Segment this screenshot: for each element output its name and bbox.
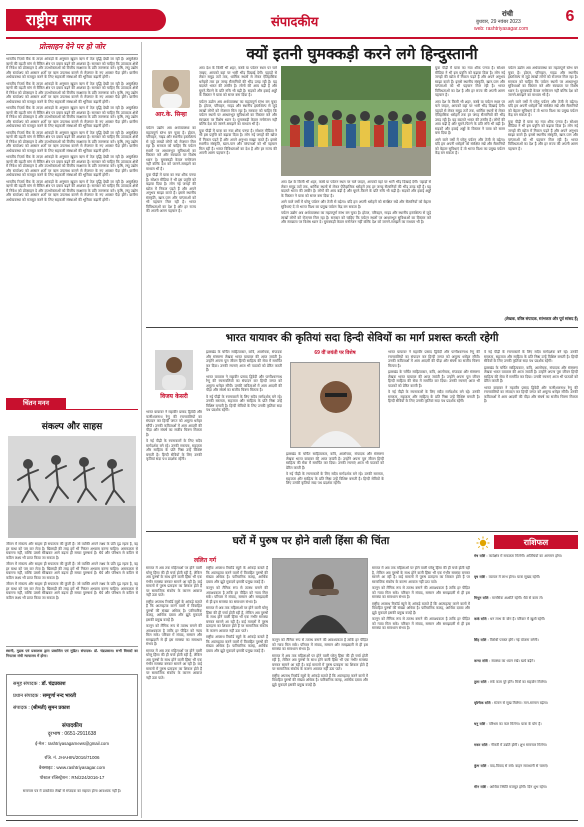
chintan-title: संकल्प और साहस — [41, 422, 103, 432]
subject-photo — [290, 362, 380, 448]
rashifal-text: वाद-विवाद से बचें। वाहन सावधानी से चलाएं। — [489, 764, 549, 768]
paragraph: पर्यटन उद्योग अब अर्थव्यवस्था का महत्वपूर्ण स्तंभ बन चुका है। होटल, परिवहन, गाइड और स्थानीय हस्तशिल्प से जुड़े लाखों लोगों को रोजगार मिल रहा है। सरकार को चाहिए कि पर्यटन स्थलों पर आधारभूत सुविधाओं का विस्तार करे और स्वच्छता पर विशेष ध्यान दे। घुमक्कड़ी केवल मनोरंजन नहीं बल्कि देश को जानने-समझने का माध्यम भी है। — [508, 66, 578, 97]
paragraph: राष्ट्रीय अपराध रिकॉर्ड ब्यूरो के आंकड़े बताते हैं कि आत्महत्या करने वालों में विवाहित पुरुषों की संख्या अधिक है। पारिवारिक कलह, आर्थिक दबाव और झूठे मुकदमे इसकी प्रमुख वजहें हैं। — [206, 635, 268, 653]
paragraph: समाज में अब तक महिलाओं पर होने वाली घरेलू हिंसा की ही चर्चा होती रही है, लेकिन अब पुरुषों के साथ होने वाली हिंसा भी एक गंभीर समस्या बनकर सामने आ रही है। कई मामलों में पुरुष प्रताड़ना का शिकार होते हैं पर सामाजिक संकोच के कारण आवाज नहीं उठा पाते। — [272, 653, 368, 671]
paragraph: झारखंड के चर्चित साहित्यकार, कवि, आलोचक, संपादक और संस्मरण लेखक भारत यायावर की आज जयंती है। उन्होंने अपना पूरा जीवन हिन्दी साहित्य की सेवा में समर्पित कर दिया। उनकी रचनाएं आज भी पाठकों को प्रेरित करती हैं। — [206, 350, 282, 372]
imprint-label: समूह संपादक — [13, 681, 38, 687]
author-name: विजय केसरी — [160, 393, 188, 400]
rashifal-text: विरोधी परास्त होंगे। नई योजना बनेगी। — [489, 638, 539, 642]
main-author-block — [146, 70, 196, 122]
imprint-value: सम्पूर्णा नन्द भारती — [42, 693, 77, 699]
rashifal-item: मकर राशि : नौकरी में उन्नति होगी। शुभ समाचार मिलेगा। — [474, 743, 548, 747]
third-headline: घरों में पुरुष पर होने वाली हिंसा की चिंता — [232, 535, 390, 547]
city-label: रांची — [502, 11, 513, 18]
second-author-block — [146, 350, 202, 406]
column-divider — [141, 42, 142, 818]
paragraph: आप देश के किसी भी शहर, कस्बे या पर्यटन स्थल पर चले जाइए, आपको वहां पर भारी भीड़ दिखाई देगी। पहाड़ों से लेकर समुद्र तटों तक, धार्मिक स्थलों से लेकर ऐतिहासिक धरोहरों तक हर जगह सैलानियों की भीड़ उमड़ रही है। यह बदलते भारत की तस्वीर है। लोगों की आय बढ़ी है और घूमने-फिरने के प्रति रुचि भी बढ़ी है। सड़कों और हवाई अड्डों के विस्तार ने यात्रा को सरल बना दिया है। — [435, 99, 505, 135]
imprint-postal: पोस्टल रजिस्ट्रेशन : RN/224/2016-17 — [39, 775, 105, 780]
second-headline: भारत यायावर की कृतियां सदा हिन्दी सेवियों का मार्ग प्रशस्त करती रहेगी — [225, 332, 499, 344]
paragraph: समाज में अब तक महिलाओं पर होने वाली घरेलू हिंसा की ही चर्चा होती रही है, लेकिन अब पुरुषों के साथ होने वाली हिंसा भी एक गंभीर समस्या बनकर सामने आ रही है। कई मामलों में पुरुष प्रताड़ना का शिकार होते हैं पर सामाजिक संकोच के कारण आवाज नहीं उठा पाते। — [146, 566, 202, 597]
imprint-row: समूह संपादक : डॉ. चंद्रप्रकाश — [13, 681, 66, 687]
rashifal-sign: कन्या राशि — [474, 659, 488, 663]
main-body-col4 — [435, 66, 505, 324]
paragraph: भारतीय रिज़र्व बैंक के ताज़ा आंकड़ों के अनुसार खुदरा ऋण में तेज़ वृद्धि देखी जा रही है। असुरक्षित ऋणों की बढ़ती मांग से बैंकिंग क्षेत्र पर दबाव बढ़ने की आशंका है। सरकार को चाहिए कि उत्पादक क्षेत्रों में निवेश को प्रोत्साहन दे और उपभोक्ताओं को वित्तीय साक्षरता के प्रति जागरूक करे। कृषि, लघु उद्योग और स्टार्टअप को आसान शर्तों पर ऋण उपलब्ध कराने से रोजगार के नए अवसर पैदा होंगे। ग्रामीण अर्थव्यवस्था को मजबूत करने के लिए सहकारी संस्थाओं की भूमिका बढ़ानी होगी। — [6, 106, 138, 128]
paragraph: भारत यायावर ने महावीर प्रसाद द्विवेदी और फणीश्वरनाथ रेणु की रचनावलियों का संपादन कर हिन्दी जगत को अमूल्य धरोहर सौंपी। उनकी कविताओं में आम आदमी की पीड़ा और संघर्ष का सजीव चित्रण मिलता है। — [146, 410, 202, 437]
third-body-col1 — [206, 566, 268, 816]
imprint-publisher: स्वामी, मुद्रक एवं प्रकाशक द्वारा प्रकाशित एवं मुद्रित। संपादक: डॉ. चंद्रप्रकाश। सभी विवादों का निपटारा रांची न्यायालय में होगा। — [6, 649, 138, 658]
brand-logo: राष्ट्रीय सागर — [6, 9, 166, 31]
imprint-website[interactable]: वेबसाइट : www.rashtriyasagar.com — [38, 765, 106, 770]
rashifal-sign: मेष राशि — [474, 554, 486, 558]
paragraph: राष्ट्रीय अपराध रिकॉर्ड ब्यूरो के आंकड़े बताते हैं कि आत्महत्या करने वालों में विवाहित पुरुषों की संख्या अधिक है। पारिवारिक कलह, आर्थिक दबाव और झूठे मुकदमे इसकी प्रमुख वजहें हैं। — [272, 673, 368, 687]
rashifal-item: कर्क राशि : धन लाभ के योग हैं। परिवार में खुशी रहेगी। — [474, 617, 546, 621]
rashifal-item: धनु राशि : परिश्रम का फल मिलेगा। यात्रा के योग हैं। — [474, 722, 542, 726]
paragraph: भारत यायावर ने महावीर प्रसाद द्विवेदी और फणीश्वरनाथ रेणु की रचनावलियों का संपादन कर हिन्दी जगत को अमूल्य धरोहर सौंपी। उनकी कविताओं में आम आदमी की पीड़ा और संघर्ष का सजीव चित्रण मिलता है। — [206, 374, 282, 392]
paragraph: भारतीय रिज़र्व बैंक के ताज़ा आंकड़ों के अनुसार खुदरा ऋण में तेज़ वृद्धि देखी जा रही है। असुरक्षित ऋणों की बढ़ती मांग से बैंकिंग क्षेत्र पर दबाव बढ़ने की आशंका है। सरकार को चाहिए कि उत्पादक क्षेत्रों में निवेश को प्रोत्साहन दे और उपभोक्ताओं को वित्तीय साक्षरता के प्रति जागरूक करे। कृषि, लघु उद्योग और स्टार्टअप को आसान शर्तों पर ऋण उपलब्ध कराने से रोजगार के नए अवसर पैदा होंगे। ग्रामीण अर्थव्यवस्था को मजबूत करने के लिए सहकारी संस्थाओं की भूमिका बढ़ानी होगी। — [6, 179, 138, 202]
left-column — [6, 42, 138, 818]
paragraph: झारखंड के चर्चित साहित्यकार, कवि, आलोचक, संपादक और संस्मरण लेखक भारत यायावर की आज जयंती है। उन्होंने अपना पूरा जीवन हिन्दी साहित्य की सेवा में समर्पित कर दिया। उनकी रचनाएं आज भी पाठकों को प्रेरित करती हैं। — [484, 365, 578, 383]
paragraph: कानून को लैंगिक रूप से तटस्थ बनाने की आवश्यकता है ताकि हर पीड़ित को न्याय मिल सके। परिवार में संवाद, सम्मान और समझदारी से ही इस समस्या का समाधान संभव है। — [146, 624, 202, 646]
paragraph: जीवन में संकल्प और साहस ही सफलता की कुंजी हैं। जो व्यक्ति अपने लक्ष्य के प्रति दृढ़ रहता है, वह हर बाधा को पार कर लेता है। खिलाड़ी की तरह हमें भी निरंतर अभ्यास करना चाहिए। असफलता से घबराना नहीं, बल्कि उससे सीखकर आगे बढ़ना ही सच्चा पुरुषार्थ है। धैर्य और परिश्रम से कठिन से कठिन लक्ष्य भी प्राप्त किया जा सकता है। — [6, 542, 138, 560]
paragraph: राष्ट्रीय अपराध रिकॉर्ड ब्यूरो के आंकड़े बताते हैं कि आत्महत्या करने वालों में विवाहित पुरुषों की संख्या अधिक है। पारिवारिक कलह, आर्थिक दबाव और झूठे मुकदमे इसकी प्रमुख वजहें हैं। — [372, 601, 470, 615]
rashifal-sign: मकर राशि — [474, 743, 488, 747]
paragraph: युवा पीढ़ी में यात्रा का नया शौक पनपा है। सोशल मीडिया ने भी इस प्रवृत्ति को बढ़ावा दिया है। लोग नई जगहों की खोज में निकल पड़ते हैं और अपने अनुभव साझा करते हैं। इससे स्थानीय संस्कृति, खान-पान और परंपराओं को भी पहचान मिल रही है। भारत विविधताओं का देश है और हर राज्य की अपनी अलग पहचान है। — [146, 173, 196, 213]
rashifal-list — [474, 554, 578, 816]
rashifal-item: मीन राशि : आर्थिक स्थिति मजबूत होगी। दिन शुभ रहेगा। — [474, 785, 548, 789]
rashifal-text: कार्यक्षेत्र में सफलता मिलेगी। अतिथियों का आगमन होगा। — [488, 554, 563, 558]
paragraph: पर्यटन उद्योग अब अर्थव्यवस्था का महत्वपूर्ण स्तंभ बन चुका है। होटल, परिवहन, गाइड और स्थानीय हस्तशिल्प से जुड़े लाखों लोगों को रोजगार मिल रहा है। सरकार को चाहिए कि पर्यटन स्थलों पर आधारभूत सुविधाओं का विस्तार करे और स्वच्छता पर विशेष ध्यान दे। घुमक्कड़ी केवल मनोरंजन नहीं बल्कि देश को जानने-समझने का माध्यम भी है। — [281, 211, 431, 224]
rashifal-text: परिश्रम का फल मिलेगा। यात्रा के योग हैं। — [488, 722, 542, 726]
rashifal-sign: तुला राशि — [474, 680, 487, 684]
rashifal-title: राशिफल — [494, 535, 578, 549]
paragraph: कानून को लैंगिक रूप से तटस्थ बनाने की आवश्यकता है ताकि हर पीड़ित को न्याय मिल सके। परिवार में संवाद, सम्मान और समझदारी से ही इस समस्या का समाधान संभव है। — [372, 586, 470, 599]
paragraph: वे नई पीढ़ी के रचनाकारों के लिए सदैव मार्गदर्शक बने रहे। उनकी सरलता, सहजता और साहित्य के प्रति निष्ठा उन्हें विशिष्ट बनाती है। हिन्दी सेवियों के लिए उनकी कृतियां सदा पथ प्रदर्शक रहेंगी। — [484, 350, 578, 363]
second-body-col1 — [206, 350, 282, 528]
rashifal-sign: वृष राशि — [474, 575, 486, 579]
main-footer: (लेखक, वरिष्ठ संपादक, स्तंभकार और पूर्व सांसद हैं) — [504, 316, 578, 321]
paragraph: आने वाले वर्षों में घरेलू पर्यटन और तेजी से बढ़ेगा। यदि हम अपनी धरोहरों को संरक्षित रखें और सैलानियों को बेहतर सुविधाएं दें तो भारत विश्व का प्रमुख पर्यटन केंद्र बन सकता है। — [435, 137, 505, 155]
paragraph: वे नई पीढ़ी के रचनाकारों के लिए सदैव मार्गदर्शक बने रहे। उनकी सरलता, सहजता और साहित्य के प्रति निष्ठा उन्हें विशिष्ट बनाती है। हिन्दी सेवियों के लिए उनकी कृतियां सदा पथ प्रदर्शक रहेंगी। — [286, 472, 384, 485]
imprint-label: संपादक — [13, 705, 28, 711]
divider — [146, 327, 578, 328]
rashifal-item: मिथुन राशि : मानसिक अशांति रहेगी। धैर्य से काम लें। — [474, 596, 544, 600]
rashifal-item: वृश्चिक राशि : संतान से सुख मिलेगा। मान-सम्मान बढ़ेगा। — [474, 701, 549, 705]
rashifal-sign: सिंह राशि — [474, 638, 487, 642]
rashifal-item: सिंह राशि : विरोधी परास्त होंगे। नई योजना बनेगी। — [474, 638, 539, 642]
sun-icon — [476, 535, 490, 549]
author-photo — [155, 350, 193, 390]
third-body-col2 — [272, 638, 368, 816]
paragraph: वे नई पीढ़ी के रचनाकारों के लिए सदैव मार्गदर्शक बने रहे। उनकी सरलता, सहजता और साहित्य के प्रति निष्ठा उन्हें विशिष्ट बनाती है। हिन्दी सेवियों के लिए उनकी कृतियां सदा पथ प्रदर्शक रहेंगी। — [388, 390, 480, 403]
second-body-col3 — [388, 350, 480, 528]
divider — [146, 531, 578, 532]
paragraph: राष्ट्रीय अपराध रिकॉर्ड ब्यूरो के आंकड़े बताते हैं कि आत्महत्या करने वालों में विवाहित पुरुषों की संख्या अधिक है। पारिवारिक कलह, आर्थिक दबाव और झूठे मुकदमे इसकी प्रमुख वजहें हैं। — [206, 566, 268, 584]
rashifal-text: आर्थिक स्थिति मजबूत होगी। दिन शुभ रहेगा। — [489, 785, 548, 789]
paragraph: भारतीय रिज़र्व बैंक के ताज़ा आंकड़ों के अनुसार खुदरा ऋण में तेज़ वृद्धि देखी जा रही है। असुरक्षित ऋणों की बढ़ती मांग से बैंकिंग क्षेत्र पर दबाव बढ़ने की आशंका है। सरकार को चाहिए कि उत्पादक क्षेत्रों में निवेश को प्रोत्साहन दे और उपभोक्ताओं को वित्तीय साक्षरता के प्रति जागरूक करे। कृषि, लघु उद्योग और स्टार्टअप को आसान शर्तों पर ऋण उपलब्ध कराने से रोजगार के नए अवसर पैदा होंगे। ग्रामीण अर्थव्यवस्था को मजबूत करने के लिए सहकारी संस्थाओं की भूमिका बढ़ानी होगी। — [6, 57, 138, 79]
main-body-col1 — [199, 66, 277, 324]
imprint-row: संपादक : (श्रीमती) सुमन प्रकाश — [13, 705, 70, 711]
second-body-col0 — [146, 410, 202, 528]
page-number: 6 — [565, 8, 575, 25]
paragraph: भारतीय रिज़र्व बैंक के ताज़ा आंकड़ों के अनुसार खुदरा ऋण में तेज़ वृद्धि देखी जा रही है। असुरक्षित ऋणों की बढ़ती मांग से बैंकिंग क्षेत्र पर दबाव बढ़ने की आशंका है। सरकार को चाहिए कि उत्पादक क्षेत्रों में निवेश को प्रोत्साहन दे और उपभोक्ताओं को वित्तीय साक्षरता के प्रति जागरूक करे। कृषि, लघु उद्योग और स्टार्टअप को आसान शर्तों पर ऋण उपलब्ध कराने से रोजगार के नए अवसर पैदा होंगे। ग्रामीण अर्थव्यवस्था को मजबूत करने के लिए सहकारी संस्थाओं की भूमिका बढ़ानी होगी। — [6, 155, 138, 177]
main-headline: क्यों इतनी घुमक्कड़ी करने लगे हिन्दुस्तानी — [246, 44, 478, 63]
website-line: web: rashtriyasagar.com — [474, 26, 529, 32]
second-body-col2 — [286, 452, 384, 528]
author-name: आर.के. सिन्हा — [155, 111, 187, 118]
third-photo — [272, 558, 368, 634]
imprint-office-label: संपादकीय — [61, 723, 83, 729]
author-photo — [152, 70, 190, 108]
paragraph: झारखंड के चर्चित साहित्यकार, कवि, आलोचक, संपादक और संस्मरण लेखक भारत यायावर की आज जयंती है। उन्होंने अपना पूरा जीवन हिन्दी साहित्य की सेवा में समर्पित कर दिया। उनकी रचनाएं आज भी पाठकों को प्रेरित करती हैं। — [286, 452, 384, 470]
imprint-email[interactable]: ई-मेल : rashtriyasagarnews@gmail.com — [35, 741, 109, 746]
main-body-col0 — [146, 126, 196, 324]
imprint-reg: रजि. नं. JHAHIN/2016/71006 — [44, 755, 100, 760]
rashifal-text: संतान से सुख मिलेगा। मान-सम्मान बढ़ेगा। — [494, 701, 549, 705]
paragraph: युवा पीढ़ी में यात्रा का नया शौक पनपा है। सोशल मीडिया ने भी इस प्रवृत्ति को बढ़ावा दिया है। लोग नई जगहों की खोज में निकल पड़ते हैं और अपने अनुभव साझा करते हैं। इससे स्थानीय संस्कृति, खान-पान और परंपराओं को भी पहचान मिल रही है। भारत विविधताओं का देश है और हर राज्य की अपनी अलग पहचान है। — [199, 128, 277, 155]
runners-photo — [8, 436, 136, 538]
paragraph: समाज में अब तक महिलाओं पर होने वाली घरेलू हिंसा की ही चर्चा होती रही है, लेकिन अब पुरुषों के साथ होने वाली हिंसा भी एक गंभीर समस्या बनकर सामने आ रही है। कई मामलों में पुरुष प्रताड़ना का शिकार होते हैं पर सामाजिक संकोच के कारण आवाज नहीं उठा पाते। — [146, 648, 202, 680]
rashifal-item: कन्या राशि : स्वास्थ्य का ध्यान रखें। खर्च बढ़ेंगे। — [474, 659, 535, 663]
rashifal-item: मेष राशि : कार्यक्षेत्र में सफलता मिलेगी। अतिथियों का आगमन होगा। — [474, 554, 563, 558]
paragraph: समाज में अब तक महिलाओं पर होने वाली घरेलू हिंसा की ही चर्चा होती रही है, लेकिन अब पुरुषों के साथ होने वाली हिंसा भी एक गंभीर समस्या बनकर सामने आ रही है। कई मामलों में पुरुष प्रताड़ना का शिकार होते हैं पर सामाजिक संकोच के कारण आवाज नहीं उठा पाते। — [372, 566, 470, 584]
photo-caption: 69 वीं जयंती पर विशेष — [314, 350, 356, 356]
chintan-body — [6, 542, 138, 642]
paragraph: समाज में अब तक महिलाओं पर होने वाली घरेलू हिंसा की ही चर्चा होती रही है, लेकिन अब पुरुषों के साथ होने वाली हिंसा भी एक गंभीर समस्या बनकर सामने आ रही है। कई मामलों में पुरुष प्रताड़ना का शिकार होते हैं पर सामाजिक संकोच के कारण आवाज नहीं उठा पाते। — [206, 606, 268, 633]
paragraph: जीवन में संकल्प और साहस ही सफलता की कुंजी हैं। जो व्यक्ति अपने लक्ष्य के प्रति दृढ़ रहता है, वह हर बाधा को पार कर लेता है। खिलाड़ी की तरह हमें भी निरंतर अभ्यास करना चाहिए। असफलता से घबराना नहीं, बल्कि उससे सीखकर आगे बढ़ना ही सच्चा पुरुषार्थ है। धैर्य और परिश्रम से कठिन से कठिन लक्ष्य भी प्राप्त किया जा सकता है। — [6, 562, 138, 580]
second-body-col4 — [484, 350, 578, 528]
rashifal-sign: वृश्चिक राशि — [474, 701, 491, 705]
paragraph: भारत यायावर ने महावीर प्रसाद द्विवेदी और फणीश्वरनाथ रेणु की रचनावलियों का संपादन कर हिन्दी जगत को अमूल्य धरोहर सौंपी। उनकी कविताओं में आम आदमी की पीड़ा और संघर्ष का सजीव चित्रण मिलता है। — [388, 350, 480, 368]
masthead — [6, 6, 578, 36]
paragraph: आने वाले वर्षों में घरेलू पर्यटन और तेजी से बढ़ेगा। यदि हम अपनी धरोहरों को संरक्षित रखें और सैलानियों को बेहतर सुविधाएं दें तो भारत विश्व का प्रमुख पर्यटन केंद्र बन सकता है। — [508, 99, 578, 117]
paragraph: आने वाले वर्षों में घरेलू पर्यटन और तेजी से बढ़ेगा। यदि हम अपनी धरोहरों को संरक्षित रखें और सैलानियों को बेहतर सुविधाएं दें तो भारत विश्व का प्रमुख पर्यटन केंद्र बन सकता है। — [281, 200, 431, 209]
imprint-disclaimer: समाचार पत्र में प्रकाशित लेखों से संपादक का सहमत होना आवश्यक नहीं है। — [22, 789, 122, 793]
rashifal-text: मानसिक अशांति रहेगी। धैर्य से काम लें। — [491, 596, 544, 600]
divider — [6, 54, 138, 55]
rashifal-box — [474, 534, 578, 816]
paragraph: युवा पीढ़ी में यात्रा का नया शौक पनपा है। सोशल मीडिया ने भी इस प्रवृत्ति को बढ़ावा दिया है। लोग नई जगहों की खोज में निकल पड़ते हैं और अपने अनुभव साझा करते हैं। इससे स्थानीय संस्कृति, खान-पान और परंपराओं को भी पहचान मिल रही है। भारत विविधताओं का देश है और हर राज्य की अपनी अलग पहचान है। — [435, 66, 505, 97]
imprint-box — [6, 674, 138, 816]
imprint-value: (श्रीमती) सुमन प्रकाश — [31, 705, 70, 711]
paragraph: वे नई पीढ़ी के रचनाकारों के लिए सदैव मार्गदर्शक बने रहे। उनकी सरलता, सहजता और साहित्य के प्रति निष्ठा उन्हें विशिष्ट बनाती है। हिन्दी सेवियों के लिए उनकी कृतियां सदा पथ प्रदर्शक रहेंगी। — [146, 439, 202, 461]
rashifal-header — [474, 534, 578, 550]
rashifal-text: स्वास्थ्य का ध्यान रखें। खर्च बढ़ेंगे। — [491, 659, 535, 663]
rashifal-sign: मिथुन राशि — [474, 596, 489, 600]
rashifal-text: धन लाभ के योग हैं। परिवार में खुशी रहेगी। — [490, 617, 546, 621]
third-author: ललित गर्ग — [194, 557, 216, 564]
rashifal-sign: कर्क राशि — [474, 617, 487, 621]
rashifal-text: नौकरी में उन्नति होगी। शुभ समाचार मिलेगा। — [490, 743, 548, 747]
paragraph: वे नई पीढ़ी के रचनाकारों के लिए सदैव मार्गदर्शक बने रहे। उनकी सरलता, सहजता और साहित्य के प्रति निष्ठा उन्हें विशिष्ट बनाती है। हिन्दी सेवियों के लिए उनकी कृतियां सदा पथ प्रदर्शक रहेंगी। — [206, 394, 282, 412]
date-line: बुधवार, 29 नवंबर 2023 — [476, 19, 521, 25]
paragraph: पर्यटन उद्योग अब अर्थव्यवस्था का महत्वपूर्ण स्तंभ बन चुका है। होटल, परिवहन, गाइड और स्थानीय हस्तशिल्प से जुड़े लाखों लोगों को रोजगार मिल रहा है। सरकार को चाहिए कि पर्यटन स्थलों पर आधारभूत सुविधाओं का विस्तार करे और स्वच्छता पर विशेष ध्यान दे। घुमक्कड़ी केवल मनोरंजन नहीं बल्कि देश को जानने-समझने का माध्यम भी है। — [199, 99, 277, 126]
paragraph: पर्यटन उद्योग अब अर्थव्यवस्था का महत्वपूर्ण स्तंभ बन चुका है। होटल, परिवहन, गाइड और स्थानीय हस्तशिल्प से जुड़े लाखों लोगों को रोजगार मिल रहा है। सरकार को चाहिए कि पर्यटन स्थलों पर आधारभूत सुविधाओं का विस्तार करे और स्वच्छता पर विशेष ध्यान दे। घुमक्कड़ी केवल मनोरंजन नहीं बल्कि देश को जानने-समझने का माध्यम भी है। — [146, 126, 196, 171]
paragraph: आप देश के किसी भी शहर, कस्बे या पर्यटन स्थल पर चले जाइए, आपको वहां पर भारी भीड़ दिखाई देगी। पहाड़ों से लेकर समुद्र तटों तक, धार्मिक स्थलों से लेकर ऐतिहासिक धरोहरों तक हर जगह सैलानियों की भीड़ उमड़ रही है। यह बदलते भारत की तस्वीर है। लोगों की आय बढ़ी है और घूमने-फिरने के प्रति रुचि भी बढ़ी है। सड़कों और हवाई अड्डों के विस्तार ने यात्रा को सरल बना दिया है। — [199, 66, 277, 97]
rashifal-sign: धनु राशि — [474, 722, 486, 726]
paragraph: जीवन में संकल्प और साहस ही सफलता की कुंजी हैं। जो व्यक्ति अपने लक्ष्य के प्रति दृढ़ रहता है, वह हर बाधा को पार कर लेता है। खिलाड़ी की तरह हमें भी निरंतर अभ्यास करना चाहिए। असफलता से घबराना नहीं, बल्कि उससे सीखकर आगे बढ़ना ही सच्चा पुरुषार्थ है। धैर्य और परिश्रम से कठिन से कठिन लक्ष्य भी प्राप्त किया जा सकता है। — [6, 582, 138, 600]
paragraph: भारतीय रिज़र्व बैंक के ताज़ा आंकड़ों के अनुसार खुदरा ऋण में तेज़ वृद्धि देखी जा रही है। असुरक्षित ऋणों की बढ़ती मांग से बैंकिंग क्षेत्र पर दबाव बढ़ने की आशंका है। सरकार को चाहिए कि उत्पादक क्षेत्रों में निवेश को प्रोत्साहन दे और उपभोक्ताओं को वित्तीय साक्षरता के प्रति जागरूक करे। कृषि, लघु उद्योग और स्टार्टअप को आसान शर्तों पर ऋण उपलब्ध कराने से रोजगार के नए अवसर पैदा होंगे। ग्रामीण अर्थव्यवस्था को मजबूत करने के लिए सहकारी संस्थाओं की भूमिका बढ़ानी होगी। — [6, 130, 138, 153]
bottom-rule — [6, 820, 578, 821]
masthead-rule — [6, 37, 578, 39]
rashifal-item: कुंभ राशि : वाद-विवाद से बचें। वाहन सावधानी से चलाएं। — [474, 764, 549, 768]
rashifal-text: रुके काम पूरे होंगे। मित्रों का सहयोग मिलेगा। — [489, 680, 548, 684]
rashifal-text: व्यापार में लाभ होगा। यात्रा सुखद रहेगी। — [488, 575, 541, 579]
third-body-col3 — [372, 566, 470, 816]
second-photo-frame — [286, 350, 384, 450]
rashifal-item: वृष राशि : व्यापार में लाभ होगा। यात्रा सुखद रहेगी। — [474, 575, 541, 579]
paragraph: कानून को लैंगिक रूप से तटस्थ बनाने की आवश्यकता है ताकि हर पीड़ित को न्याय मिल सके। परिवार में संवाद, सम्मान और समझदारी से ही इस समस्या का समाधान संभव है। — [272, 638, 368, 651]
divider — [6, 409, 138, 410]
paragraph: राष्ट्रीय अपराध रिकॉर्ड ब्यूरो के आंकड़े बताते हैं कि आत्महत्या करने वालों में विवाहित पुरुषों की संख्या अधिक है। पारिवारिक कलह, आर्थिक दबाव और झूठे मुकदमे इसकी प्रमुख वजहें हैं। — [146, 599, 202, 622]
left-top-body — [6, 57, 138, 404]
section-label-chintan: चिंतन मनन — [6, 398, 66, 409]
imprint-value: डॉ. चंद्रप्रकाश — [41, 681, 66, 687]
paragraph: भारतीय रिज़र्व बैंक के ताज़ा आंकड़ों के अनुसार खुदरा ऋण में तेज़ वृद्धि देखी जा रही है। असुरक्षित ऋणों की बढ़ती मांग से बैंकिंग क्षेत्र पर दबाव बढ़ने की आशंका है। सरकार को चाहिए कि उत्पादक क्षेत्रों में निवेश को प्रोत्साहन दे और उपभोक्ताओं को वित्तीय साक्षरता के प्रति जागरूक करे। कृषि, लघु उद्योग और स्टार्टअप को आसान शर्तों पर ऋण उपलब्ध कराने से रोजगार के नए अवसर पैदा होंगे। ग्रामीण अर्थव्यवस्था को मजबूत करने के लिए सहकारी संस्थाओं की भूमिका बढ़ानी होगी। — [6, 81, 138, 104]
paragraph: कानून को लैंगिक रूप से तटस्थ बनाने की आवश्यकता है ताकि हर पीड़ित को न्याय मिल सके। परिवार में संवाद, सम्मान और समझदारी से ही इस समस्या का समाधान संभव है। — [372, 617, 470, 630]
rashifal-sign: मीन राशि — [474, 785, 487, 789]
paragraph: आप देश के किसी भी शहर, कस्बे या पर्यटन स्थल पर चले जाइए, आपको वहां पर भारी भीड़ दिखाई देगी। पहाड़ों से लेकर समुद्र तटों तक, धार्मिक स्थलों से लेकर ऐतिहासिक धरोहरों तक हर जगह सैलानियों की भीड़ उमड़ रही है। यह बदलते भारत की तस्वीर है। लोगों की आय बढ़ी है और घूमने-फिरने के प्रति रुचि भी बढ़ी है। सड़कों और हवाई अड्डों के विस्तार ने यात्रा को सरल बना दिया है। — [281, 180, 431, 198]
main-group-photo — [281, 66, 431, 176]
imprint-phone: दूरभाष : 0651-2911638 — [47, 731, 97, 737]
paragraph: झारखंड के चर्चित साहित्यकार, कवि, आलोचक, संपादक और संस्मरण लेखक भारत यायावर की आज जयंती है। उन्होंने अपना पूरा जीवन हिन्दी साहित्य की सेवा में समर्पित कर दिया। उनकी रचनाएं आज भी पाठकों को प्रेरित करती हैं। — [388, 370, 480, 388]
imprint-row: प्रधान संपादक : सम्पूर्णा नन्द भारती — [13, 693, 77, 699]
third-body-col0 — [146, 566, 202, 816]
main-body-col3 — [281, 180, 431, 324]
left-top-headline: प्रोत्साहन देने पर हो जोर — [39, 42, 105, 51]
paragraph: युवा पीढ़ी में यात्रा का नया शौक पनपा है। सोशल मीडिया ने भी इस प्रवृत्ति को बढ़ावा दिया है। लोग नई जगहों की खोज में निकल पड़ते हैं और अपने अनुभव साझा करते हैं। इससे स्थानीय संस्कृति, खान-पान और परंपराओं को भी पहचान मिल रही है। भारत विविधताओं का देश है और हर राज्य की अपनी अलग पहचान है। — [508, 119, 578, 151]
main-body-col5 — [508, 66, 578, 314]
paragraph: भारत यायावर ने महावीर प्रसाद द्विवेदी और फणीश्वरनाथ रेणु की रचनावलियों का संपादन कर हिन्दी जगत को अमूल्य धरोहर सौंपी। उनकी कविताओं में आम आदमी की पीड़ा और संघर्ष का सजीव चित्रण मिलता है। — [484, 385, 578, 403]
rashifal-item: तुला राशि : रुके काम पूरे होंगे। मित्रों का सहयोग मिलेगा। — [474, 680, 548, 684]
paragraph: कानून को लैंगिक रूप से तटस्थ बनाने की आवश्यकता है ताकि हर पीड़ित को न्याय मिल सके। परिवार में संवाद, सम्मान और समझदारी से ही इस समस्या का समाधान संभव है। — [206, 586, 268, 604]
divider — [6, 646, 138, 647]
rashifal-sign: कुंभ राशि — [474, 764, 487, 768]
section-title: संपादकीय — [271, 15, 319, 30]
imprint-label: प्रधान संपादक — [13, 693, 39, 699]
